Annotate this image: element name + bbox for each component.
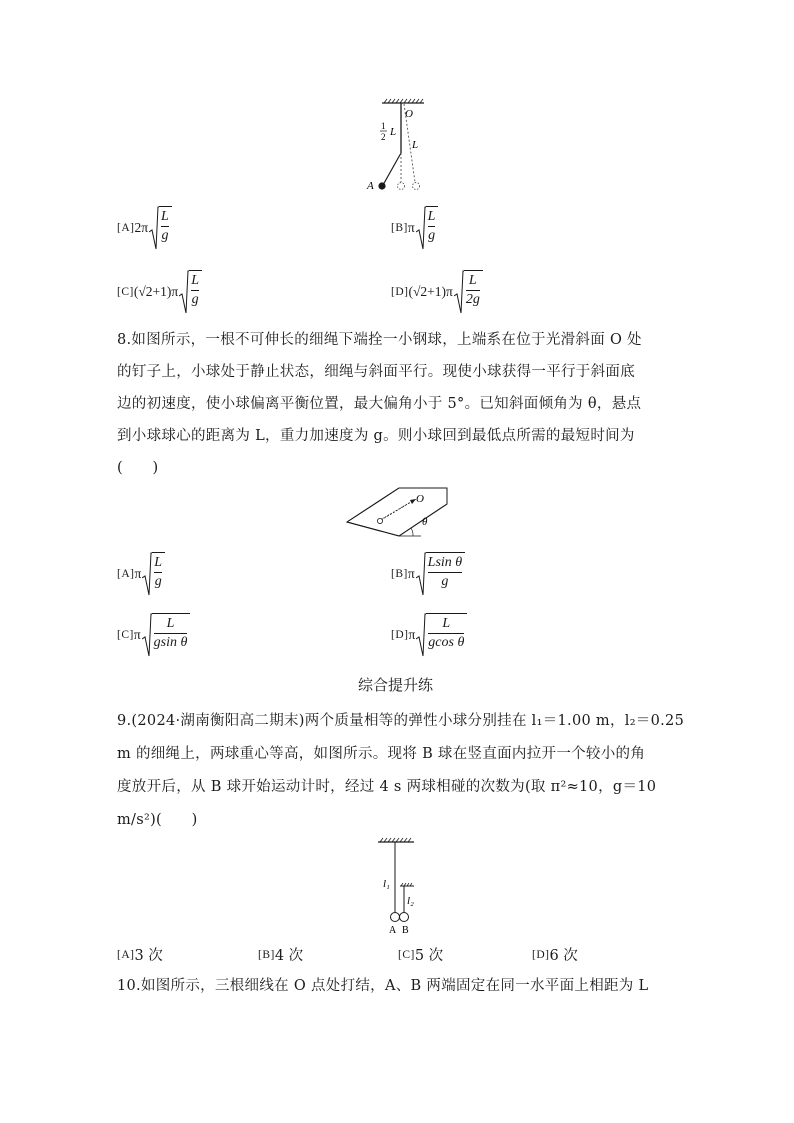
label-l1: l₁ bbox=[383, 878, 390, 890]
numerator: L bbox=[161, 209, 169, 227]
denominator: g bbox=[154, 574, 162, 589]
q9-option-c[interactable] bbox=[398, 944, 443, 965]
two-pendulums-figure bbox=[374, 836, 424, 936]
q10-line-1: 10.如图所示，三根细线在 O 点处打结，A、B 两端固定在同一水平面上相距为 L bbox=[117, 978, 649, 994]
label-B: B bbox=[402, 925, 409, 936]
q8-line-4: 到小球球心的距离为 L，重力加速度为 g。则小球回到最低点所需的最短时间为 bbox=[117, 428, 635, 444]
option-label: [A] bbox=[117, 222, 135, 234]
q9-option-a[interactable] bbox=[117, 944, 163, 965]
option-prefix: π bbox=[133, 627, 141, 642]
q8-line-1: 8.如图所示，一根不可伸长的细绳下端拴一小钢球，上端系在位于光滑斜面 O 处 bbox=[117, 332, 642, 348]
label-A: A bbox=[389, 925, 397, 936]
numerator: L bbox=[428, 616, 464, 634]
option-prefix: π bbox=[134, 566, 142, 581]
option-prefix: 2π bbox=[134, 220, 149, 235]
q7-option-b[interactable] bbox=[391, 206, 438, 250]
sqrt-symbol bbox=[142, 613, 191, 657]
option-prefix: π bbox=[408, 627, 416, 642]
numerator: L bbox=[466, 273, 480, 291]
section-title: 综合提升练 bbox=[358, 676, 434, 694]
option-label: [D] bbox=[391, 629, 409, 641]
q8-line-3: 边的初速度，使小球偏离平衡位置，最大偏角小于 5°。已知斜面倾角为 θ，悬点 bbox=[117, 396, 642, 412]
option-label: [C] bbox=[117, 286, 134, 298]
label-O: O bbox=[405, 108, 413, 120]
numerator: L bbox=[154, 555, 162, 573]
numerator: L bbox=[191, 273, 199, 291]
q7-option-d[interactable] bbox=[391, 270, 483, 314]
option-text: 4 次 bbox=[274, 948, 304, 964]
label-theta: θ bbox=[422, 516, 428, 528]
sqrt-symbol bbox=[416, 613, 467, 657]
label-half-den: 2 bbox=[381, 132, 386, 142]
option-prefix: (√2+1)π bbox=[133, 284, 179, 299]
q8-line-5: ( ) bbox=[117, 460, 159, 476]
sqrt-symbol bbox=[416, 206, 439, 250]
label-A: A bbox=[367, 180, 374, 192]
option-label: [C] bbox=[117, 629, 134, 641]
label-half-num: 1 bbox=[381, 121, 386, 131]
option-prefix: π bbox=[407, 220, 415, 235]
denominator: gcos θ bbox=[428, 635, 465, 650]
denominator: g bbox=[441, 574, 449, 589]
option-text: 5 次 bbox=[414, 948, 444, 964]
option-label: [B] bbox=[391, 568, 408, 580]
q8-option-a[interactable] bbox=[117, 552, 165, 596]
option-label: [B] bbox=[391, 222, 408, 234]
sqrt-symbol bbox=[416, 552, 466, 596]
denominator: g bbox=[161, 228, 169, 243]
sqrt-symbol bbox=[454, 270, 483, 314]
sqrt-symbol bbox=[179, 270, 202, 314]
option-prefix: (√2+1)π bbox=[408, 284, 453, 299]
q8-option-b[interactable] bbox=[391, 552, 465, 596]
q8-option-d[interactable] bbox=[391, 613, 467, 657]
option-prefix: π bbox=[407, 566, 415, 581]
numerator: Lsin θ bbox=[428, 555, 463, 573]
q9-line-2: m 的细绳上，两球重心等高，如图所示。现将 B 球在竖直面内拉开一个较小的角 bbox=[117, 746, 646, 762]
q9-line-3: 度放开后，从 B 球开始运动计时，经过 4 s 两球相碰的次数为(取 π²≈10，g＝10 bbox=[117, 779, 657, 795]
sqrt-symbol bbox=[142, 552, 165, 596]
label-halfL: L bbox=[390, 126, 397, 138]
q9-option-b[interactable] bbox=[258, 944, 303, 965]
numerator: L bbox=[428, 209, 436, 227]
option-label: [B] bbox=[258, 948, 275, 961]
option-label: [C] bbox=[398, 948, 415, 961]
label-L: L bbox=[412, 139, 419, 151]
incline-pendulum-figure bbox=[343, 484, 461, 538]
q7-option-c[interactable] bbox=[117, 270, 202, 314]
option-label: [D] bbox=[532, 948, 550, 961]
q9-line-1: 9.(2024·湖南衡阳高二期末)两个质量相等的弹性小球分别挂在 l₁＝1.00 m，l₂＝0.25 bbox=[117, 713, 685, 729]
option-text: 6 次 bbox=[549, 948, 578, 964]
denominator: g bbox=[428, 228, 436, 243]
denominator: gsin θ bbox=[153, 635, 188, 650]
q9-line-4: m/s²)( ) bbox=[117, 812, 198, 828]
sqrt-symbol bbox=[149, 206, 172, 250]
q9-option-d[interactable] bbox=[532, 944, 578, 965]
denominator: 2g bbox=[465, 292, 480, 307]
pendulum-nail-figure bbox=[360, 98, 430, 194]
label-l2: l₂ bbox=[407, 895, 414, 907]
numerator: L bbox=[154, 616, 188, 634]
label-O: O bbox=[416, 493, 424, 505]
option-text: 3 次 bbox=[134, 948, 163, 964]
denominator: g bbox=[191, 292, 199, 307]
q8-line-2: 的钉子上，小球处于静止状态，细绳与斜面平行。现使小球获得一平行于斜面底 bbox=[117, 364, 635, 380]
option-label: [A] bbox=[117, 568, 135, 580]
q8-option-c[interactable] bbox=[117, 613, 190, 657]
option-label: [A] bbox=[117, 948, 135, 961]
q7-option-a[interactable] bbox=[117, 206, 172, 250]
option-label: [D] bbox=[391, 286, 409, 298]
